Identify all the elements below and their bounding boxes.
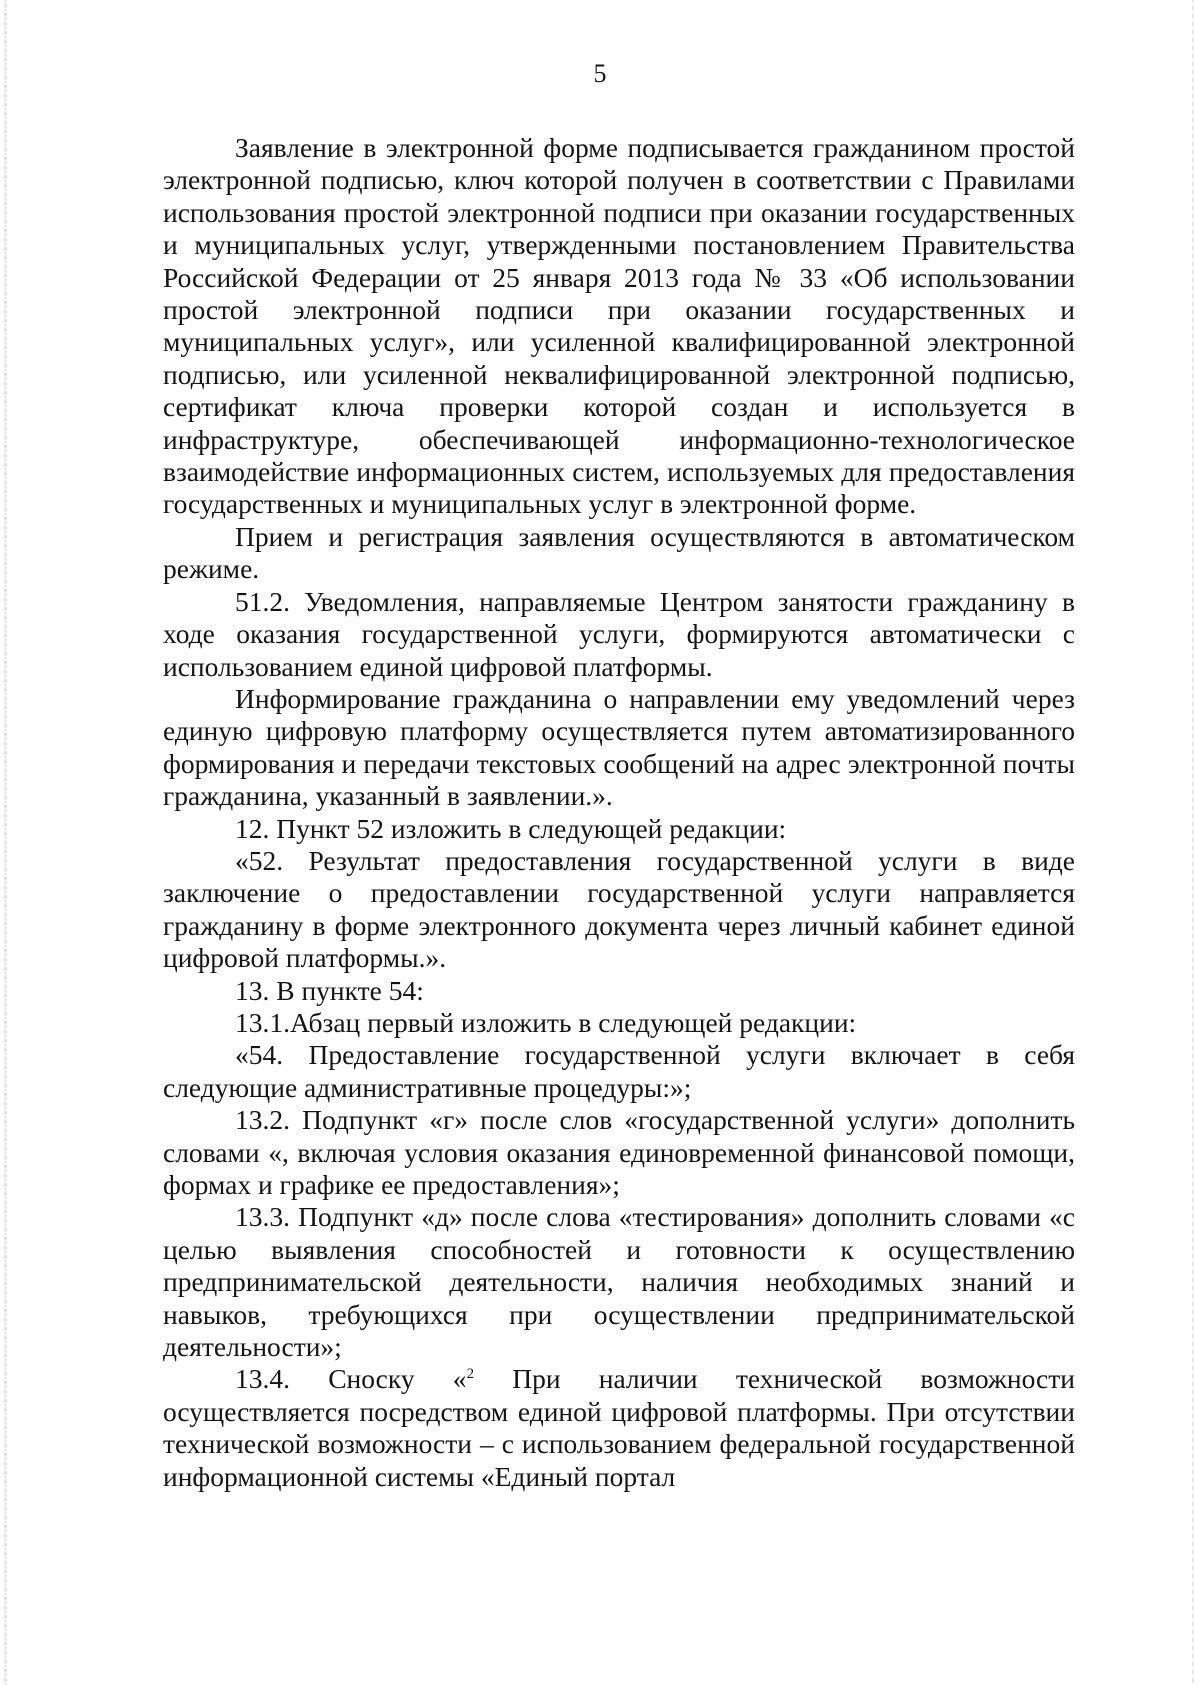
footnote-superscript: 2 <box>466 1366 475 1383</box>
paragraph: 13.1.Абзац первый изложить в следующей редакции: <box>235 1006 857 1038</box>
paragraph: 51.2. Уведомления, направляемые Центром занятости гражданину в ходе оказания государственной услуги, формируются автоматически с использованием единой цифровой платформы. <box>163 585 1075 682</box>
paragraph: Информирование гражданина о направлении ему уведомлений через единую цифровую платформу осуществляется путем автоматизированного формирования и передачи текстовых сообщений на адрес электронной почты гражданина, указанный в заявлении.». <box>163 682 1075 812</box>
text-after-superscript: При наличии технической возможности осуществляется посредством единой цифровой платформы. При отсутствии технической возможности – с использованием федеральной государственной информационной системы «Единый портал <box>163 1363 1076 1492</box>
document-body <box>163 132 1075 1493</box>
paragraph: 13.2. Подпункт «г» после слов «государственной услуги» дополнить словами «, включая условия оказания единовременной финансовой помощи, формах и графике ее предоставления»; <box>163 1104 1075 1200</box>
paragraph: Заявление в электронной форме подписывается гражданином простой электронной подписью, ключ которой получен в соответствии с Правилами использования простой электронной подписи при оказании государственных и муниципальных услуг, утвержденными постановлением Правительства Российской Федерации от 25 января 2013 года № 33 «Об использовании простой электронной подписи при оказании государственных и муниципальных услуг», или усиленной квалифицированной электронной подписью, или усиленной неквалифицированной электронной подписью, сертификат ключа проверки которой создан и используется в инфраструктуре, обеспечивающей информационно-технологическое взаимодействие информационных систем, используемых для предоставления государственных и муниципальных услуг в электронной форме. <box>163 132 1075 520</box>
page-number: 5 <box>593 59 607 88</box>
paragraph: «54. Предоставление государственной услуги включает в себя следующие административные процедуры:»; <box>163 1039 1075 1103</box>
paragraph: 13.3. Подпункт «д» после слова «тестирования» дополнить словами «с целью выявления способностей и готовности к осуществлению предпринимательской деятельности, наличия необходимых знаний и навыков, требующихся при осуществлении предпринимательской деятельности»; <box>163 1201 1075 1363</box>
paragraph: 12. Пункт 52 изложить в следующей редакции: <box>235 812 787 844</box>
paragraph: 13. В пункте 54: <box>235 974 424 1006</box>
scan-edge-right <box>1192 0 1194 1685</box>
text-before-superscript: 13.4. Сноску « <box>235 1363 467 1395</box>
paragraph-footnote-amendment <box>163 1363 1075 1493</box>
paragraph: «52. Результат предоставления государственной услуги в виде заключение о предоставлении государственной услуги направляется гражданину в форме электронного документа через личный кабинет единой цифровой платформы.». <box>163 844 1075 974</box>
scan-edge-left <box>4 0 7 1685</box>
paragraph: Прием и регистрация заявления осуществляются в автоматическом режиме. <box>163 520 1075 585</box>
